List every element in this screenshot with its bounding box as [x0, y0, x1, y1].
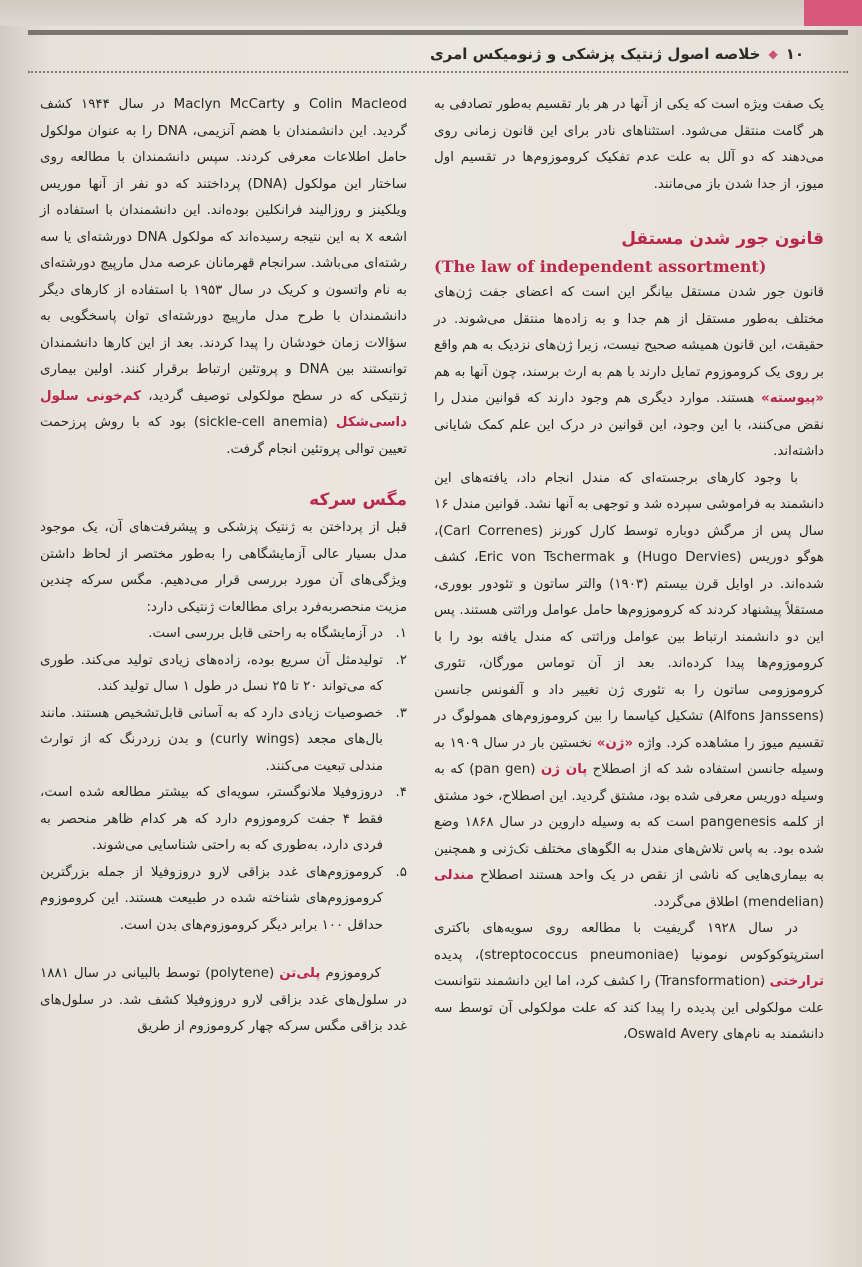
list-item: ۱. در آزمایشگاه به راحتی قابل بررسی است. — [148, 626, 407, 641]
term-polytene: پلی‌تن — [279, 966, 321, 981]
section-heading: قانون جور شدن مستقل — [621, 229, 824, 249]
term-sickle-cell: کم‌خونی سلول داسی‌شکل — [40, 388, 407, 430]
list-item: ۵. کروموزوم‌های غدد بزاقی لارو دروزوفیلا از جمله بزرگترین کروموزوم‌های شناخته شده در طبیعت هستند. این کروموزوم حداقل ۱۰۰ برابر دیگر کروموزوم‌های بدن است. — [40, 864, 407, 933]
page-number: ۱۰ — [785, 45, 804, 63]
right-column — [434, 92, 824, 1049]
paragraph: یک صفت ویژه است که یکی از آنها در هر بار تقسیم به‌طور تصادفی به هر گامت منتقل می‌شود. استثناهای نادر برای این قانون زمانی روی می‌دهند که دو آلل به علت عدم تفکیک کروموزوم‌ها در تقسیم اول میوز، از جدا شدن باز می‌مانند. — [434, 97, 824, 192]
paragraph: با وجود کارهای برجسته‌ای که مندل انجام داد، یافته‌های این دانشمند به فراموشی سپرده شد و توجهی به آنها نشد. قوانین مندل ۱۶ سال پس از مرگش دوباره توسط کارل کورنز (Carl Correnes)، هوگو دوریس (Hugo Dervies) و Eric von Tschermak، کشف شده‌اند. در اوایل قرن بیستم (۱۹۰۳) والتر ساتون و تئودور بووری، مستقلاً پیشنهاد کردند که کروموزوم‌ها حامل عوامل وراثتی هستند. پس این دو دانشمند ارتباط بین عوامل وراثتی که مندل یافته بود را با کروموزوم‌ها پیدا کرده‌اند. بعد از آن توماس مورگان، تئوری کروموزومی ساتون را به تئوری ژن تغییر داد و آلفونس جانسن (Alfons Janssens) تشکیل کیاسما را بین کروموزوم‌های همولوگ در تقسیم میوز را مشاهده کرد. واژه «ژن» نخستین بار در سال ۱۹۰۹ به وسیله جانسن استفاده شد که از اصطلاح پان ژن (pan gen) که به وسیله دوریس معرفی شده بود، مشتق گردید. این اصطلاح، خود مشتق از کلمه pangenesis است که به وسیله داروین در سال ۱۸۶۸ وضع شده بود. به پاس تلاش‌های مندل به الگوهای مختلف تک‌ژنی و همچنین به بیماری‌هایی که ناشی از نقص در یک واحد هستند اصطلاح مندلی (mendelian) اطلاق می‌گردد. — [434, 470, 824, 910]
section-heading-english: (The law of independent assortment) — [434, 257, 767, 276]
top-band — [0, 0, 862, 26]
running-header — [430, 41, 804, 67]
header-rule — [28, 30, 848, 35]
term-mendelian: مندلی — [434, 868, 475, 883]
dotted-divider — [28, 71, 848, 73]
term-transformation: ترارختی — [769, 974, 824, 989]
list-item: ۴. دروزوفیلا ملانوگستر، سویه‌ای که بیشتر مطالعه شده است، فقط ۴ جفت کروموزوم دارد که هر کدام ظاهر منحصر به فردی دارد، به‌طوری که به راحتی شناسایی می‌شوند. — [40, 785, 407, 853]
left-column — [40, 92, 407, 1041]
section-heading: مگس سرکه — [309, 490, 407, 510]
chapter-tab — [804, 0, 862, 26]
term-gene: «ژن» — [596, 735, 634, 751]
advantages-list — [40, 621, 407, 939]
paragraph: Colin Macleod و Maclyn McCarty در سال ۱۹۴۴ کشف گردید. این دانشمندان با هضم آنزیمی، DNA را به عنوان مولکول حامل اطلاعات معرفی کردند. سپس دانشمندان با مطالعه روی ساختار این مولکول (DNA) پرداختند که دو نفر از آنها موریس ویلکینز و روزالیند فرانکلین بوده‌اند. این دانشمندان با استفاده از اشعه x به این نتیجه رسیده‌اند که مولکول DNA دورشته‌ای یا سه رشته‌ای می‌باشد. سرانجام قهرمانان عرصه مدل مارپیچ دورشته‌ای به نام واتسون و کریک در سال ۱۹۵۳ با استفاده از کارهای دیگر دانشمندان با طرح مدل مارپیچ دورشته‌ای توان پاسخگویی به سؤالات زمان خودشان را پیدا کردند. بعد از این کارها دانشمندان توانستند بین DNA و پروتئین ارتباط برقرار کنند. اولین بیماری ژنتیکی که در سطح مولکولی توصیف گردید، کم‌خونی سلول داسی‌شکل (sickle-cell anemia) بود که با روش پرزحمت تعیین توالی پروتئین انجام گرفت. — [40, 97, 408, 457]
term-linked: «پیوسته» — [761, 391, 824, 406]
book-title: خلاصه اصول ژنتیک پزشکی و ژنومیکس امری — [429, 45, 761, 63]
term-pangen: پان ژن — [540, 762, 588, 777]
list-item: ۳. خصوصیات زیادی دارد که به آسانی قابل‌تشخیص هستند. مانند بال‌های مجعد (curly wings) و بدن زردرنگ که از توارث مندلی تبعیت می‌کنند. — [40, 705, 407, 774]
paragraph: در سال ۱۹۲۸ گریفیت با مطالعه روی سویه‌های باکتری استرپتوکوکوس نومونیا (streptococcus pneumoniae)، پدیده ترارختی (Transformation) را کشف کرد، اما این دانشمند نتوانست علت مولکولی این پدیده را پیدا کند که علت مولکولی آن توسط سه دانشمند به نام‌های Oswald Avery، — [434, 921, 824, 1042]
paragraph: کروموزوم پلی‌تن (polytene) توسط بالبیانی در سال ۱۸۸۱ در سلول‌های غدد بزاقی لارو دروزوفیلا کشف شد. در سلول‌های غدد بزاقی مگس سرکه چهار کروموزوم از طریق — [40, 966, 407, 1034]
paragraph: قانون جور شدن مستقل بیانگر این است که اعضای جفت ژن‌های مختلف به‌طور مستقل از هم جدا و به زاده‌ها منتقل می‌شوند. در حقیقت، این قانون همیشه صحیح نیست، زیرا ژن‌های نزدیک به هم واقع بر روی یک کروموزوم تمایل دارند با هم به ارث برسند، چون آنها به هم «پیوسته» هستند. موارد دیگری هم وجود دارند که قوانین مندل را نقض می‌کنند، با این وجود، این قوانین در درک این علم کمک شایانی داشته‌اند. — [434, 285, 824, 459]
diamond-icon: ◆ — [768, 47, 778, 61]
paragraph: قبل از پرداختن به ژنتیک پزشکی و پیشرفت‌های آن، یک موجود مدل بسیار عالی آزمایشگاهی را به‌طور مختصر از لحاظ داشتن ویژگی‌های آن مورد بررسی قرار می‌دهیم. مگس سرکه چندین مزیت منحصربه‌فرد برای مطالعات ژنتیکی دارد: — [40, 520, 407, 615]
list-item: ۲. تولیدمثل آن سریع بوده، زاده‌های زیادی تولید می‌کند. طوری که می‌تواند ۲۰ تا ۲۵ نسل در طول ۱ سال تولید کند. — [40, 652, 407, 694]
